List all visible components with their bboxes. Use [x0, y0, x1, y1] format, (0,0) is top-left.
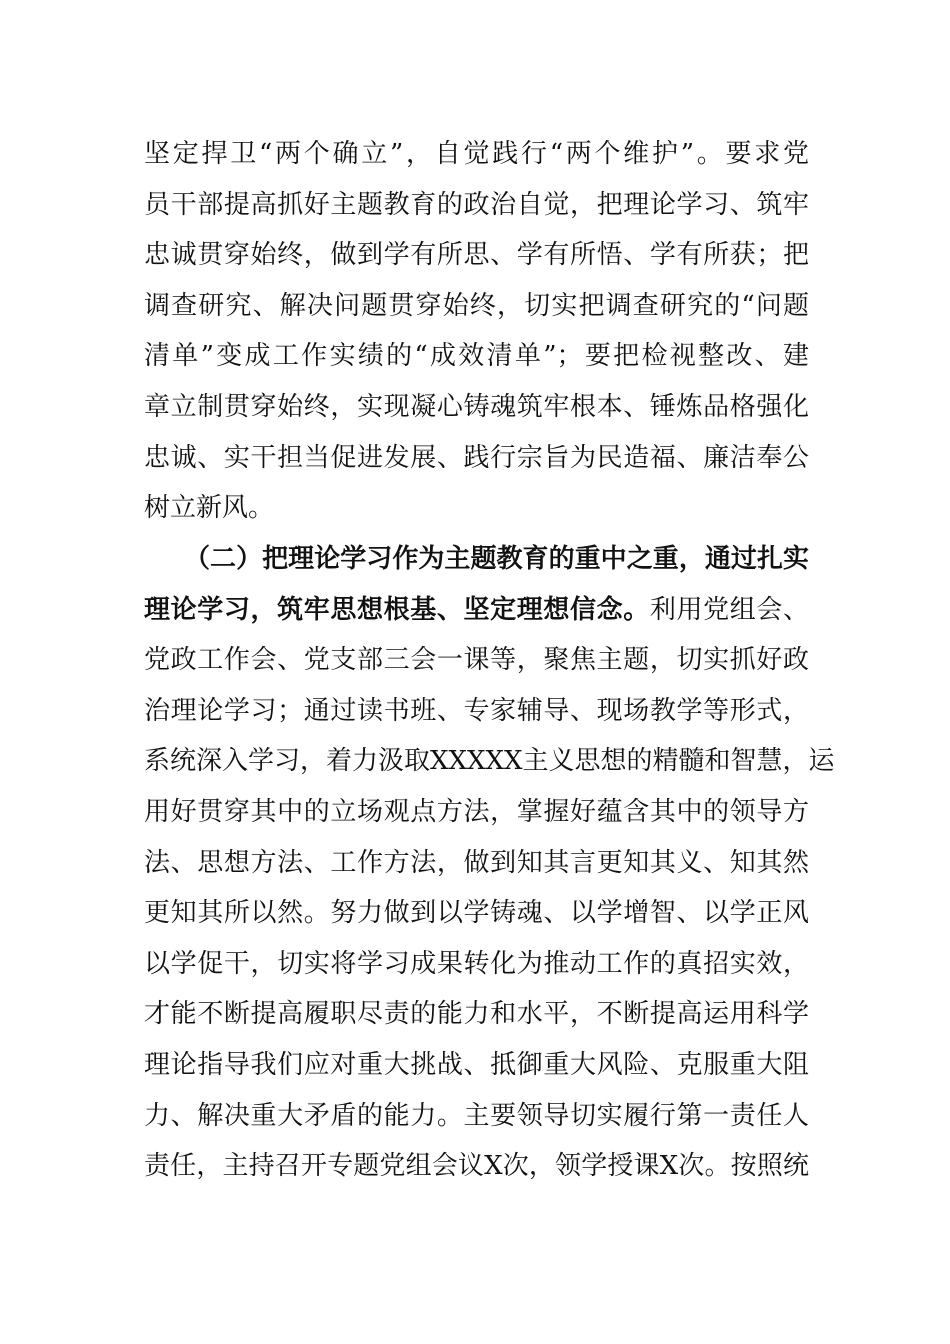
- paragraph-line: 责任，主持召开专题党组会议X次，领学授课X次。按照统: [144, 1151, 809, 1182]
- paragraph-line: 系统深入学习，着力汲取XXXXX主义思想的精髓和智慧，运: [144, 746, 835, 777]
- paragraph-line: 清单”变成工作实绩的“成效清单”；要把检视整改、建: [144, 341, 809, 372]
- paragraph-line: 理论指导我们应对重大挑战、抵御重大风险、克服重大阻: [144, 1049, 809, 1080]
- paragraph-line: 章立制贯穿始终，实现凝心铸魂筑牢根本、锤炼品格强化: [144, 391, 809, 422]
- paragraph-line: 治理论学习；通过读书班、专家辅导、现场教学等形式，: [144, 695, 809, 726]
- paragraph-text: 利用党组会、: [649, 594, 809, 625]
- paragraph-line: 力、解决重大矛盾的能力。主要领导切实履行第一责任人: [144, 1100, 809, 1131]
- paragraph-line: 用好贯穿其中的立场观点方法，掌握好蕴含其中的领导方: [144, 796, 809, 827]
- paragraph-line: 忠诚贯穿始终，做到学有所思、学有所悟、学有所获；把: [144, 240, 809, 271]
- section-heading-mixed-line: [144, 585, 809, 636]
- section-heading-bold-text: 理论学习，筑牢思想根基、坚定理想信念。: [144, 594, 650, 625]
- paragraph-line: 忠诚、实干担当促进发展、践行宗旨为民造福、廉洁奉公: [144, 442, 809, 473]
- paragraph-2: [144, 534, 835, 1192]
- paragraph-line: 员干部提高抓好主题教育的政治自觉，把理论学习、筑牢: [144, 189, 809, 220]
- section-heading-line: （二）把理论学习作为主题教育的重中之重，通过扎实: [184, 544, 809, 574]
- paragraph-line: 才能不断提高履职尽责的能力和水平，不断提高运用科学: [144, 999, 809, 1030]
- paragraph-line: 党政工作会、党支部三会一课等，聚焦主题，切实抓好政: [144, 645, 809, 676]
- paragraph-line: 调查研究、解决问题贯穿始终，切实把调查研究的“问题: [144, 290, 809, 321]
- paragraph-line: 树立新风。: [144, 493, 275, 524]
- paragraph-line: 更知其所以然。努力做到以学铸魂、以学增智、以学正风: [144, 898, 809, 929]
- paragraph-line: 以学促干，切实将学习成果转化为推动工作的真招实效，: [144, 948, 809, 979]
- paragraph-1: [144, 129, 809, 534]
- paragraph-line: 坚定捍卫“两个确立”，自觉践行“两个维护”。要求党: [144, 139, 809, 169]
- paragraph-line: 法、思想方法、工作方法，做到知其言更知其义、知其然: [144, 847, 809, 878]
